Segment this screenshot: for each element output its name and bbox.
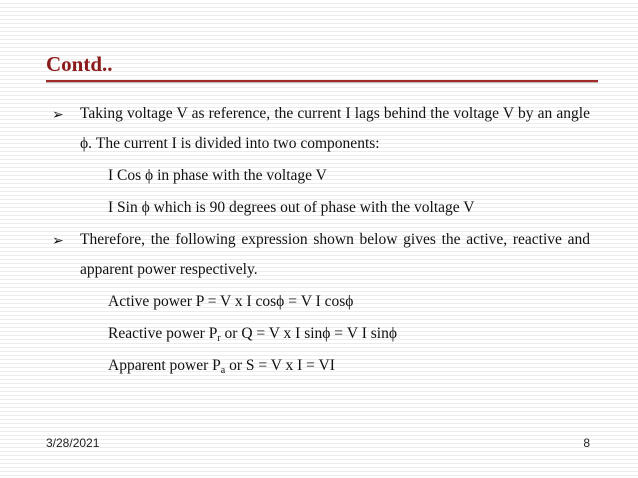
formula-active-text: Active power P = V x I cosϕ = V I cosϕ (108, 293, 354, 310)
title-underline (46, 80, 598, 83)
bullet-1-text: Taking voltage V as reference, the current I lags behind the voltage V by an angle ϕ. The current I is divided into two components: (80, 105, 590, 152)
footer-page-number: 8 (583, 436, 590, 450)
slide-title: Contd.. (46, 52, 113, 76)
bullet-arrow-icon: ➢ (52, 234, 64, 249)
component-sin-line: I Sin ϕ which is 90 degrees out of phase with the voltage V (108, 199, 475, 216)
formula-reactive-subscript: r (217, 333, 221, 344)
formula-reactive-power (108, 324, 397, 349)
formula-reactive-post: or Q = V x I sinϕ = V I sinϕ (220, 325, 397, 342)
formula-apparent-post: or S = V x I = VI (225, 357, 335, 374)
formula-apparent-power (108, 356, 335, 381)
footer-date: 3/28/2021 (46, 436, 100, 450)
formula-apparent-subscript: a (220, 365, 226, 376)
bullet-2-text: Therefore, the following expression shown below gives the active, reactive and apparent power respectively. (80, 231, 590, 278)
bullet-arrow-icon: ➢ (52, 108, 64, 123)
formula-active-power (108, 292, 353, 312)
formula-apparent-pre: Apparent power P (108, 357, 221, 374)
component-cos-line: I Cos ϕ in phase with the voltage V (108, 167, 327, 184)
formula-reactive-pre: Reactive power P (108, 325, 218, 342)
